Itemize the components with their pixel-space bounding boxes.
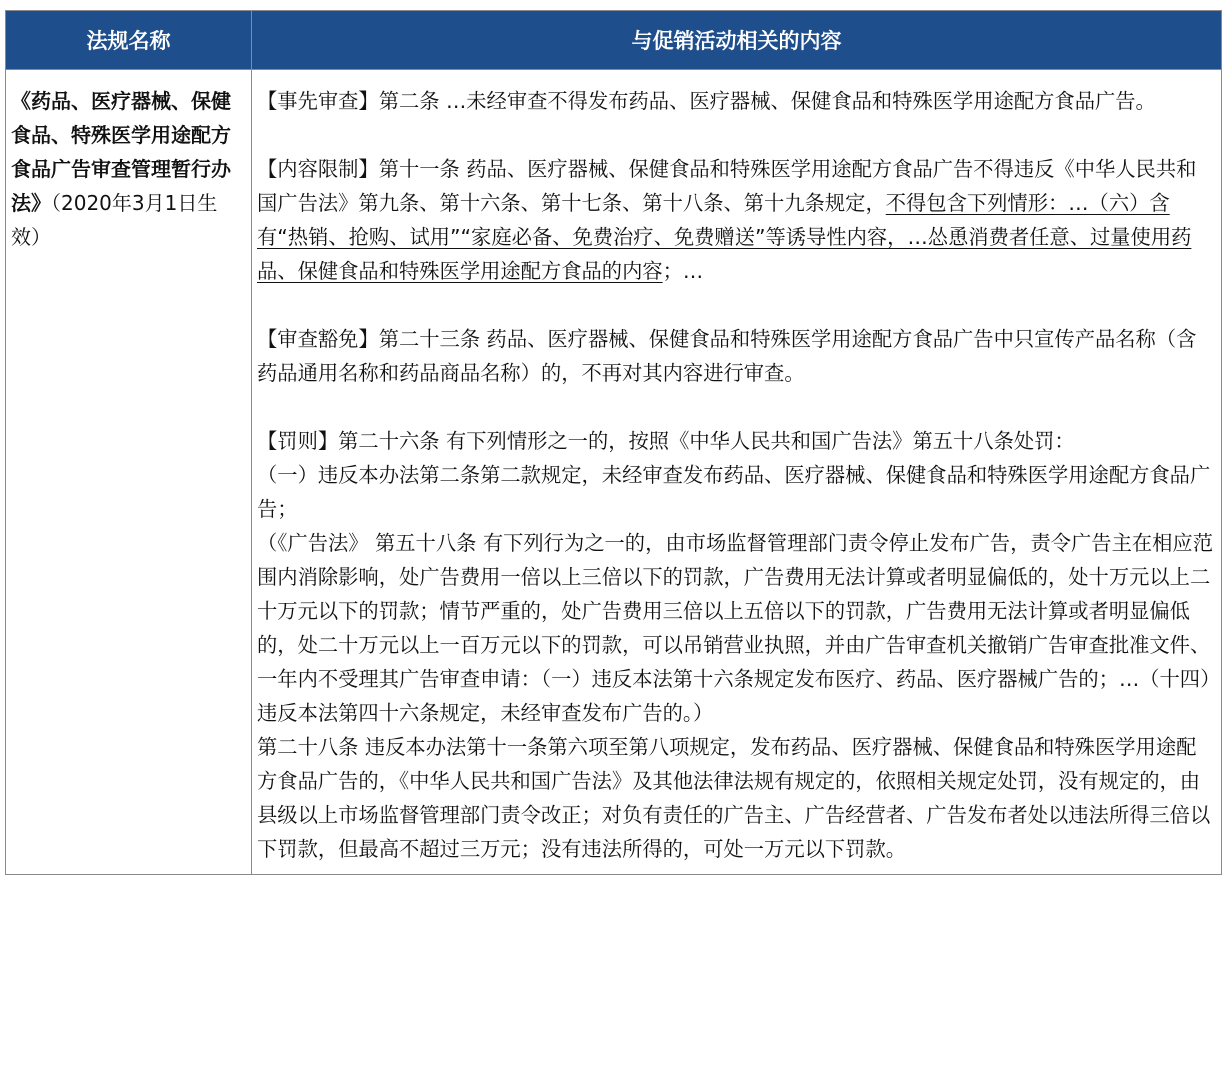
content-limit-lead: 【内容限制】第十一条 药品、医疗器械、保健食品和特殊医学用途配方食品广告不得违反《中华人民共和国广告法》第九条、第十六条、第十七条、第十八条、第十九条规定， xyxy=(257,157,1197,215)
section-penalty-reference: （《广告法》 第五十八条 有下列行为之一的，由市场监督管理部门责令停止发布广告，责令广告主在相应范围内消除影响，处广告费用一倍以上三倍以下的罚款，广告费用无法计算或者明显偏低的，处十万元以上二十万元以下的罚款；情节严重的，处广告费用三倍以上五倍以下的罚款，广告费用无法计算或者明显偏低的，处二十万元以上一百万元以下的罚款，可以吊销营业执照，并由广告审查机关撤销广告审查批准文件、一年内不受理其广告审查申请：（一）违反本法第十六条规定发布医疗、药品、医疗器械广告的；…（十四）违反本法第四十六条规定，未经审查发布广告的。） xyxy=(257,531,1213,725)
content-limit-tail: ；… xyxy=(662,259,704,283)
header-related-content: 与促销活动相关的内容 xyxy=(252,11,1222,70)
header-law-name: 法规名称 xyxy=(6,11,252,70)
section-exemption: 【审查豁免】第二十三条 药品、医疗器械、保健食品和特殊医学用途配方食品广告中只宣传产品名称（含药品通用名称和药品商品名称）的，不再对其内容进行审查。 xyxy=(257,327,1197,385)
regulation-table xyxy=(5,10,1222,875)
table-row xyxy=(6,70,1222,875)
content-limit-underlined: 不得包含下列情形：…（六）含有“热销、抢购、试用”“家庭必备、免费治疗、免费赠送”等诱导性内容，…怂恿消费者任意、过量使用药品、保健食品和特殊医学用途配方食品的内容 xyxy=(257,191,1192,283)
header-row xyxy=(6,11,1222,70)
content-cell xyxy=(252,70,1222,875)
law-effective-date: （2020年3月1日生效） xyxy=(11,191,218,249)
law-title: 《药品、医疗器械、保健食品、特殊医学用途配方食品广告审查管理暂行办法》 xyxy=(11,89,231,215)
section-penalty-intro: 【罚则】第二十六条 有下列情形之一的，按照《中华人民共和国广告法》第五十八条处罚： xyxy=(257,429,1075,453)
section-penalty-article28: 第二十八条 违反本办法第十一条第六项至第八项规定，发布药品、医疗器械、保健食品和特殊医学用途配方食品广告的，《中华人民共和国广告法》及其他法律法规有规定的，依照相关规定处罚，没有规定的，由县级以上市场监督管理部门责令改正；对负有责任的广告主、广告经营者、广告发布者处以违法所得三倍以下罚款，但最高不超过三万元；没有违法所得的，可处一万元以下罚款。 xyxy=(257,735,1211,861)
law-name-cell xyxy=(6,70,252,875)
section-prior-review: 【事先审查】第二条 …未经审查不得发布药品、医疗器械、保健食品和特殊医学用途配方食品广告。 xyxy=(257,89,1156,113)
section-content-limit xyxy=(257,152,1215,288)
section-penalty-item1: （一）违反本办法第二条第二款规定，未经审查发布药品、医疗器械、保健食品和特殊医学用途配方食品广告； xyxy=(257,463,1211,521)
